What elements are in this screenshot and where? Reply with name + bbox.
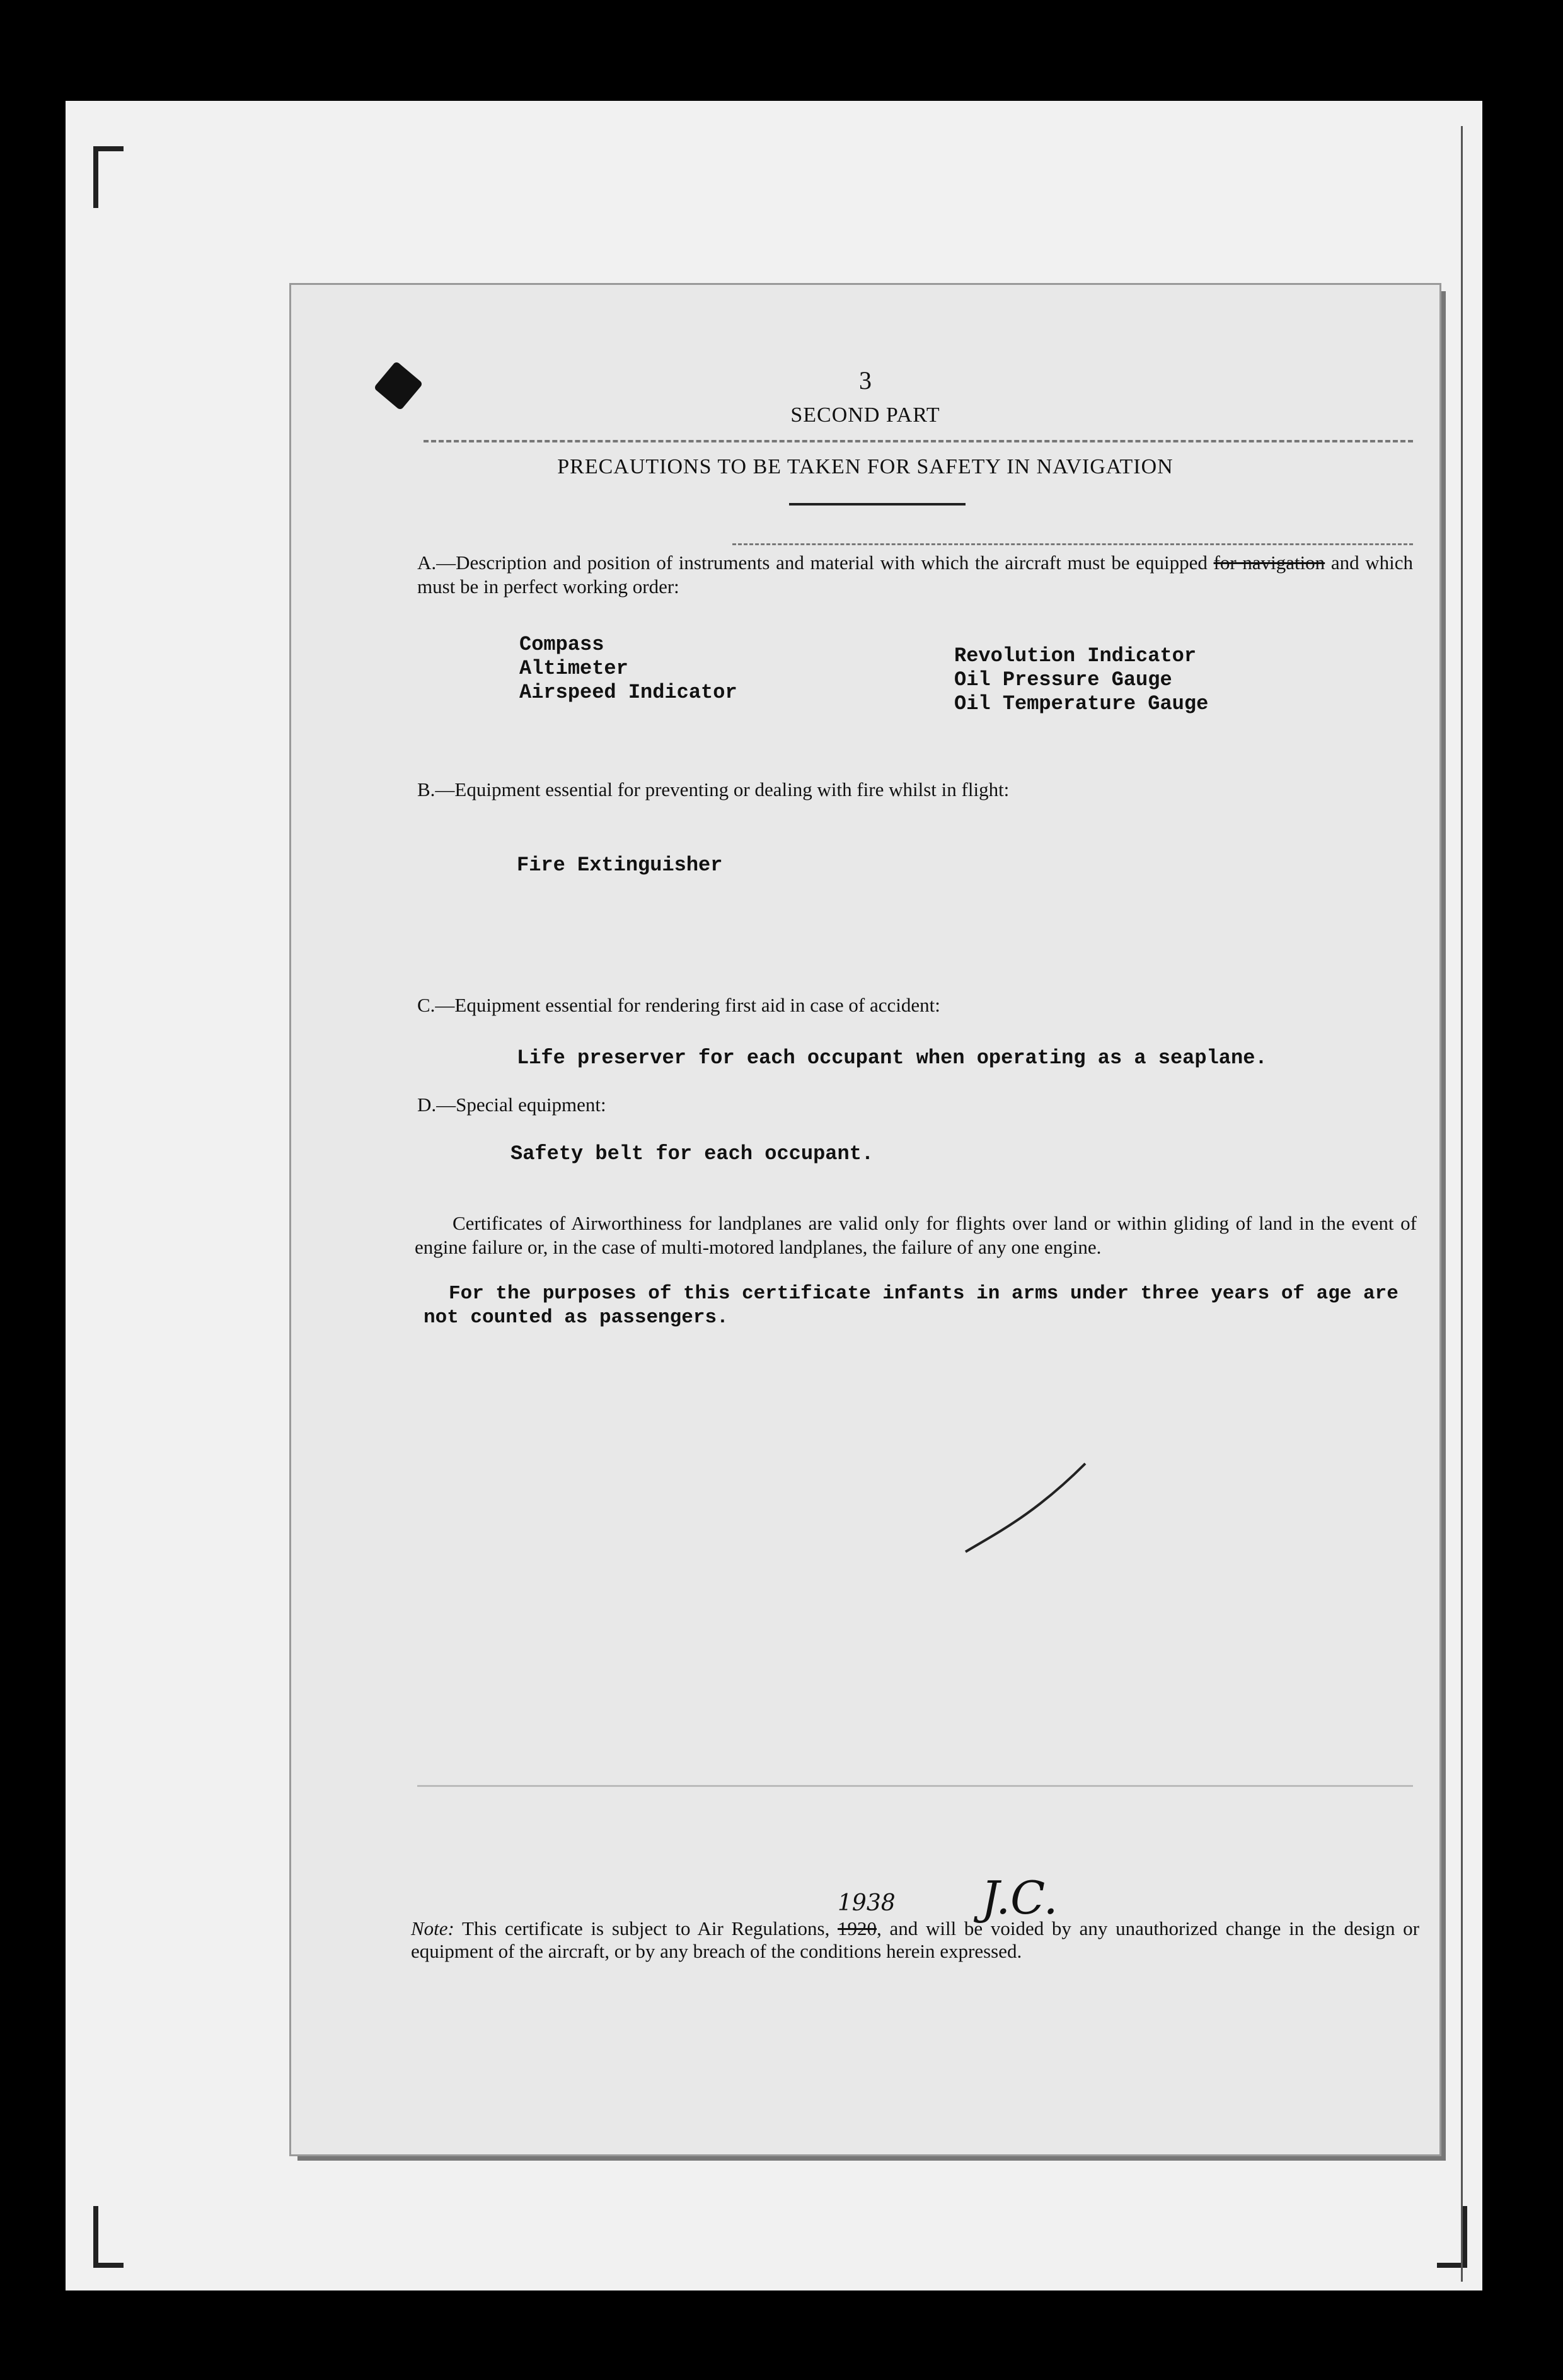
dashed-rule-top [424, 440, 1413, 442]
note-label: Note: [411, 1917, 454, 1939]
note-after-year: , and will be voided by any unauthorized change in the design or equipment of the aircraft, or by any breach of the conditions herein expressed. [411, 1917, 1419, 1962]
crop-mark-bottom-left [93, 2206, 124, 2268]
handwritten-year: 1938 [838, 1890, 896, 1916]
section-b-entry: Fire Extinguisher [517, 853, 723, 877]
section-a-suffix: and which must be in perfect working order: [417, 552, 1413, 598]
frame-edge-line [1461, 126, 1463, 2282]
note-year-group [838, 1890, 896, 1940]
section-title: PRECAUTIONS TO BE TAKEN FOR SAFETY IN NAVIGATION [557, 455, 1174, 478]
faded-rule [417, 1785, 1413, 1787]
struck-year: 1920 [838, 1917, 877, 1939]
airworthiness-paragraph: Certificates of Airworthiness for landplanes are valid only for flights over land or within gliding of land in the event of engine failure or, in the case of multi-motored landplanes, the failure of any one engine. [415, 1212, 1417, 1258]
instrument-item: Oil Temperature Gauge [954, 692, 1209, 715]
section-c-entry: Life preserver for each occupant when operating as a seaplane. [517, 1046, 1267, 1070]
section-c-heading: C.—Equipment essential for rendering first aid in case of accident: [417, 994, 940, 1016]
section-a-text [417, 551, 1413, 599]
title-underline [789, 503, 966, 505]
handwritten-initial: J.C. [981, 1871, 1058, 1924]
section-d-entry: Safety belt for each occupant. [510, 1142, 874, 1165]
instrument-item: Compass [519, 633, 604, 656]
dashed-rule-faint [732, 543, 1413, 545]
instrument-item: Oil Pressure Gauge [954, 668, 1172, 691]
signature-mark [959, 1457, 1098, 1558]
instrument-item: Airspeed Indicator [519, 681, 737, 704]
part-title: SECOND PART [790, 403, 940, 427]
infants-paragraph: For the purposes of this certificate infants in arms under three years of age are not counted as passengers. [424, 1283, 1399, 1329]
instrument-item: Revolution Indicator [954, 644, 1197, 667]
section-b-heading: B.—Equipment essential for preventing or dealing with fire whilst in flight: [417, 778, 1010, 800]
crop-mark-top-left [93, 146, 124, 208]
section-d-heading: D.—Special equipment: [417, 1094, 606, 1116]
certificate-page [291, 285, 1439, 2154]
section-a-prefix: A.—Description and position of instruments and material with which the aircraft must be equipped [417, 552, 1208, 574]
instruments-left-list [519, 633, 737, 705]
page-number: 3 [859, 366, 872, 395]
section-a-struck: for navigation [1213, 552, 1325, 574]
instrument-item: Altimeter [519, 657, 628, 680]
note-before-year: This certificate is subject to Air Regulations, [454, 1917, 838, 1939]
instruments-right-list [954, 644, 1208, 716]
